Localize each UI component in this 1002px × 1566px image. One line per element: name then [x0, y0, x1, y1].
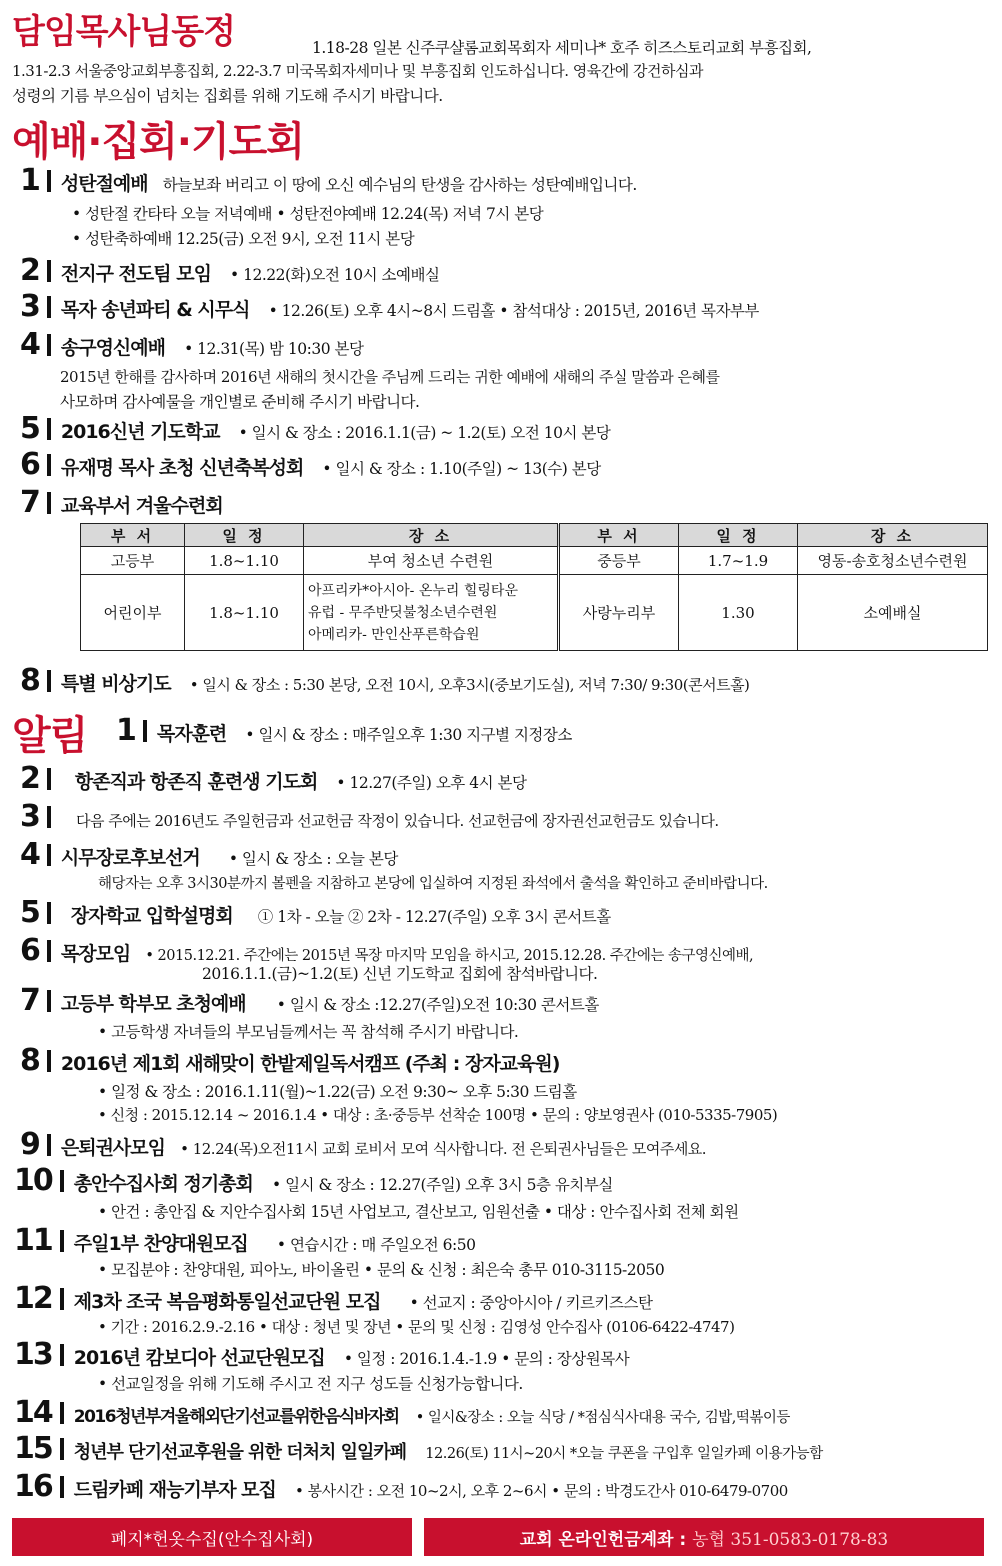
item-text: • 12.24(목)오전11시 교회 로비서 모여 식사합니다. 전 은퇴권사님들은 모여주세요.	[180, 1140, 707, 1158]
worship-item-5	[20, 411, 611, 446]
item-number: 7	[20, 983, 39, 1018]
col-header: 부 서	[559, 524, 679, 547]
item-number: 4	[20, 837, 39, 872]
item-title: 총안수집사회 정기총회	[73, 1173, 253, 1195]
item-number: 1	[20, 163, 39, 198]
item-number: 8	[20, 1043, 39, 1078]
item-title: 청년부 단기선교후원을 위한 더처치 일일카페	[73, 1442, 407, 1463]
cell-dept: 중등부	[559, 547, 679, 575]
item-number: 2	[20, 761, 39, 796]
cell-place: 소예배실	[798, 575, 988, 651]
pastor-line-1: 1.18-28 일본 신주쿠샬롬교회목회자 세미나* 호주 히즈스토리교회 부흥집회,	[312, 39, 812, 57]
cell-place: 영동-송호청소년수련원	[798, 547, 988, 575]
item-detail: • 안건 : 총안집 & 지안수집사회 15년 사업보고, 결산보고, 임원선출 • 대상 : 안수집사회 전체 회원	[98, 1203, 739, 1221]
cell-dept: 어린이부	[81, 575, 185, 651]
item-title: 특별 비상기도	[60, 673, 171, 695]
item-title: 드림카페 재능기부자 모집	[73, 1479, 276, 1501]
item-title: 주일1부 찬양대원모집	[73, 1233, 248, 1255]
divider-bar	[47, 334, 51, 356]
retreat-table	[80, 523, 988, 651]
table-row	[81, 547, 988, 575]
notice-item-3	[20, 799, 719, 834]
notice-item-7	[20, 983, 599, 1018]
item-text: 다음 주에는 2016년도 주일헌금과 선교헌금 작정이 있습니다. 선교헌금에 장자권선교헌금도 있습니다.	[75, 812, 719, 830]
cell-date: 1.8~1.10	[185, 547, 304, 575]
item-number: 3	[20, 289, 39, 324]
divider-bar	[47, 454, 51, 476]
divider-bar	[143, 720, 147, 742]
item-title: 고등부 학부모 초청예배	[60, 993, 246, 1015]
item-text: 12.26(토) 11시~20시 *오늘 쿠폰을 구입후 일일카페 이용가능함	[425, 1446, 823, 1462]
item-detail: • 성탄절 칸타타 오늘 저녁예배 • 성탄전야예배 12.24(목) 저녁 7시 본당	[72, 205, 544, 223]
cell-date: 1.30	[679, 575, 798, 651]
divider-bar	[60, 1344, 64, 1366]
table-header-row	[81, 524, 988, 547]
divider-bar	[47, 170, 51, 192]
col-header: 부 서	[81, 524, 185, 547]
item-title: 목자훈련	[156, 723, 227, 745]
footer-collection-text: 폐지*헌옷수집(안수집사회)	[110, 1529, 314, 1550]
pastor-heading: 담임목사님동정	[12, 12, 235, 52]
item-number: 8	[20, 663, 39, 698]
divider-bar	[60, 1402, 64, 1424]
item-number: 10	[14, 1163, 52, 1198]
footer-account-banner	[424, 1518, 984, 1556]
divider-bar	[47, 296, 51, 318]
item-number: 6	[20, 933, 39, 968]
item-text: • 12.22(화)오전 10시 소예배실	[230, 266, 440, 284]
item-detail: 해당자는 오후 3시30분까지 볼펜을 지참하고 본당에 입실하여 지정된 좌석에서 출석을 확인하고 준비바랍니다.	[98, 876, 768, 892]
table-row	[81, 575, 988, 651]
worship-item-7	[20, 485, 223, 520]
item-title: 2016신년 기도학교	[60, 421, 220, 443]
worship-item-1	[20, 163, 637, 198]
item-number: 6	[20, 447, 39, 482]
item-text: • 일시 & 장소 : 2016.1.1(금) ~ 1.2(토) 오전 10시 본당	[238, 424, 611, 442]
item-title: 항존직과 항존직 훈련생 기도회	[74, 771, 318, 793]
worship-item-2	[20, 253, 440, 288]
notice-item-13	[14, 1337, 630, 1372]
item-number: 12	[14, 1281, 52, 1316]
item-text: • 12.26(토) 오후 4시~8시 드림홀 • 참석대상 : 2015년, 2016년 목자부부	[268, 302, 759, 320]
item-number: 4	[20, 327, 39, 362]
item-title: 교육부서 겨울수련회	[60, 495, 223, 517]
pastor-line-2: 1.31-2.3 서울중앙교회부흥집회, 2.22-3.7 미국목회자세미나 및 부흥집회 인도하십니다. 영육간에 강건하심과	[12, 62, 703, 80]
divider-bar	[47, 902, 51, 924]
cell-date: 1.7~1.9	[679, 547, 798, 575]
item-title: 송구영신예배	[60, 337, 165, 359]
item-text: • 일정 : 2016.1.4.-1.9 • 문의 : 장상원목사	[343, 1350, 630, 1368]
item-title: 목장모임	[60, 943, 131, 965]
item-title: 은퇴권사모임	[60, 1137, 165, 1159]
item-text: • 2015.12.21. 주간에는 2015년 목장 마지막 모임을 하시고, 2015.12.28. 주간에는 송구영신예배,	[145, 948, 754, 964]
footer-account-number: 농협 351-0583-0178-83	[692, 1529, 889, 1550]
item-text: • 봉사시간 : 오전 10~2시, 오후 2~6시 • 문의 : 박경도간사 010-6479-0700	[294, 1482, 788, 1500]
item-number: 11	[14, 1223, 52, 1258]
notice-item-12	[14, 1281, 653, 1316]
notice-item-16	[14, 1469, 788, 1504]
item-number: 3	[20, 799, 39, 834]
item-text: • 일시 & 장소 : 5:30 본당, 오전 10시, 오후3시(중보기도실), 저녁 7:30/ 9:30(콘서트홀)	[189, 676, 750, 694]
item-detail: 2016.1.1.(금)~1.2(토) 신년 기도학교 집회에 참석바랍니다.	[202, 965, 598, 983]
notice-item-10	[14, 1163, 613, 1198]
item-title: 장자학교 입학설명회	[70, 905, 233, 927]
divider-bar	[47, 940, 51, 962]
notice-item-11	[14, 1223, 476, 1258]
item-text: • 일시 & 장소 : 오늘 본당	[228, 850, 398, 868]
item-title: 시무장로후보선거	[60, 847, 200, 869]
item-text: 하늘보좌 버리고 이 땅에 오신 예수님의 탄생을 감사하는 성탄예배입니다.	[162, 176, 637, 194]
item-number: 5	[20, 895, 39, 930]
worship-item-3	[20, 289, 759, 324]
divider-bar	[47, 806, 51, 828]
col-header: 일 정	[185, 524, 304, 547]
divider-bar	[47, 492, 51, 514]
item-title: 2016년 제1회 새해맞이 한밭제일독서캠프 (주최 : 장자교육원)	[60, 1053, 560, 1075]
item-detail: • 성탄축하예배 12.25(금) 오전 9시, 오전 11시 본당	[72, 230, 415, 248]
place-line: 유럽 - 무주반딧불청소년수련원	[308, 604, 498, 621]
item-text: • 12.27(주일) 오후 4시 본당	[336, 774, 527, 792]
pastor-line-3: 성령의 기름 부으심이 넘치는 집회를 위해 기도해 주시기 바랍니다.	[12, 87, 443, 105]
item-detail: 사모하며 감사예물을 개인별로 준비해 주시기 바랍니다.	[60, 393, 420, 411]
item-detail: • 일정 & 장소 : 2016.1.11(월)~1.22(금) 오전 9:30~ 오후 5:30 드림홀	[98, 1083, 577, 1101]
notice-item-9	[20, 1127, 707, 1162]
item-number: 15	[14, 1431, 52, 1466]
col-header: 일 정	[679, 524, 798, 547]
item-title: 목자 송년파티 & 시무식	[60, 299, 250, 321]
divider-bar	[60, 1476, 64, 1498]
divider-bar	[47, 670, 51, 692]
divider-bar	[47, 1050, 51, 1072]
item-number: 7	[20, 485, 39, 520]
item-number: 1	[116, 713, 135, 748]
divider-bar	[60, 1288, 64, 1310]
item-detail: • 기간 : 2016.2.9.-2.16 • 대상 : 청년 및 장년 • 문의 및 신청 : 김영성 안수집사 (0106-6422-4747)	[98, 1318, 735, 1336]
item-number: 5	[20, 411, 39, 446]
divider-bar	[47, 844, 51, 866]
worship-item-4	[20, 327, 364, 362]
cell-date: 1.8~1.10	[185, 575, 304, 651]
divider-bar	[47, 1134, 51, 1156]
item-detail: • 선교일정을 위해 기도해 주시고 전 지구 성도들 신청가능합니다.	[98, 1375, 523, 1393]
item-text: • 일시 & 장소 :12.27(주일)오전 10:30 콘서트홀	[276, 996, 599, 1014]
item-text: • 연습시간 : 매 주일오전 6:50	[276, 1236, 476, 1254]
cell-dept: 고등부	[81, 547, 185, 575]
item-text: • 일시 & 장소 : 1.10(주일) ~ 13(수) 본당	[322, 460, 601, 478]
footer-collection-banner	[12, 1518, 412, 1556]
divider-bar	[60, 1230, 64, 1252]
item-text: • 선교지 : 중앙아시아 / 키르키즈스탄	[409, 1294, 653, 1312]
footer-account-label: 교회 온라인헌금계좌 :	[519, 1529, 693, 1550]
notice-heading: 알림	[12, 713, 88, 759]
place-line: 아프리카*아시아- 온누리 힐링타운	[308, 582, 518, 599]
notice-item-8	[20, 1043, 560, 1078]
divider-bar	[47, 418, 51, 440]
item-text: • 일시&장소 : 오늘 식당 / *점심식사대용 국수, 김밥,떡볶이등	[415, 1410, 790, 1426]
notice-item-4	[20, 837, 398, 872]
notice-item-14	[14, 1395, 790, 1430]
col-header: 장 소	[798, 524, 988, 547]
divider-bar	[47, 990, 51, 1012]
worship-heading: 예배·집회·기도회	[12, 119, 304, 165]
item-detail: • 모집분야 : 찬양대원, 피아노, 바이올린 • 문의 & 신청 : 최은숙 총무 010-3115-2050	[98, 1261, 665, 1279]
item-text: • 일시 & 장소 : 매주일오후 1:30 지구별 지정장소	[245, 726, 572, 744]
divider-bar	[47, 260, 51, 282]
notice-item-2	[20, 761, 527, 796]
item-title: 전지구 전도팀 모임	[60, 263, 211, 285]
item-title: 제3차 조국 복음평화통일선교단원 모집	[73, 1291, 381, 1313]
place-line: 아메리카- 만인산푸른학습원	[308, 626, 480, 643]
divider-bar	[60, 1170, 64, 1192]
notice-item-15	[14, 1431, 823, 1466]
cell-dept: 사랑누리부	[559, 575, 679, 651]
item-title: 2016청년부겨울해외단기선교를위한음식바자회	[73, 1407, 399, 1427]
item-number: 2	[20, 253, 39, 288]
item-detail: • 신청 : 2015.12.14 ~ 2016.1.4 • 대상 : 초·중등부 선착순 100명 • 문의 : 양보영권사 (010-5335-7905)	[98, 1106, 778, 1124]
item-title: 성탄절예배	[60, 173, 148, 195]
divider-bar	[60, 1438, 64, 1460]
notice-item-5	[20, 895, 611, 930]
worship-item-6	[20, 447, 601, 482]
item-number: 16	[14, 1469, 52, 1504]
worship-item-8	[20, 663, 750, 698]
item-title: 유재명 목사 초청 신년축복성회	[60, 457, 304, 479]
col-header: 장 소	[304, 524, 559, 547]
item-text: • 12.31(목) 밤 10:30 본당	[184, 340, 364, 358]
cell-place	[304, 575, 559, 651]
item-number: 9	[20, 1127, 39, 1162]
item-title: 2016년 캄보디아 선교단원모집	[73, 1347, 325, 1369]
cell-place: 부여 청소년 수련원	[304, 547, 559, 575]
item-text: ① 1차 - 오늘 ② 2차 - 12.27(주일) 오후 3시 콘서트홀	[257, 908, 611, 926]
item-text: • 일시 & 장소 : 12.27(주일) 오후 3시 5층 유치부실	[272, 1176, 613, 1194]
divider-bar	[47, 768, 51, 790]
notice-item-1	[116, 713, 572, 748]
item-detail: 2015년 한해를 감사하며 2016년 새해의 첫시간을 주님께 드리는 귀한 예배에 새해의 주실 말씀과 은혜를	[60, 368, 720, 386]
item-number: 13	[14, 1337, 52, 1372]
item-detail: • 고등학생 자녀들의 부모님들께서는 꼭 참석해 주시기 바랍니다.	[98, 1023, 519, 1041]
item-number: 14	[14, 1395, 52, 1430]
